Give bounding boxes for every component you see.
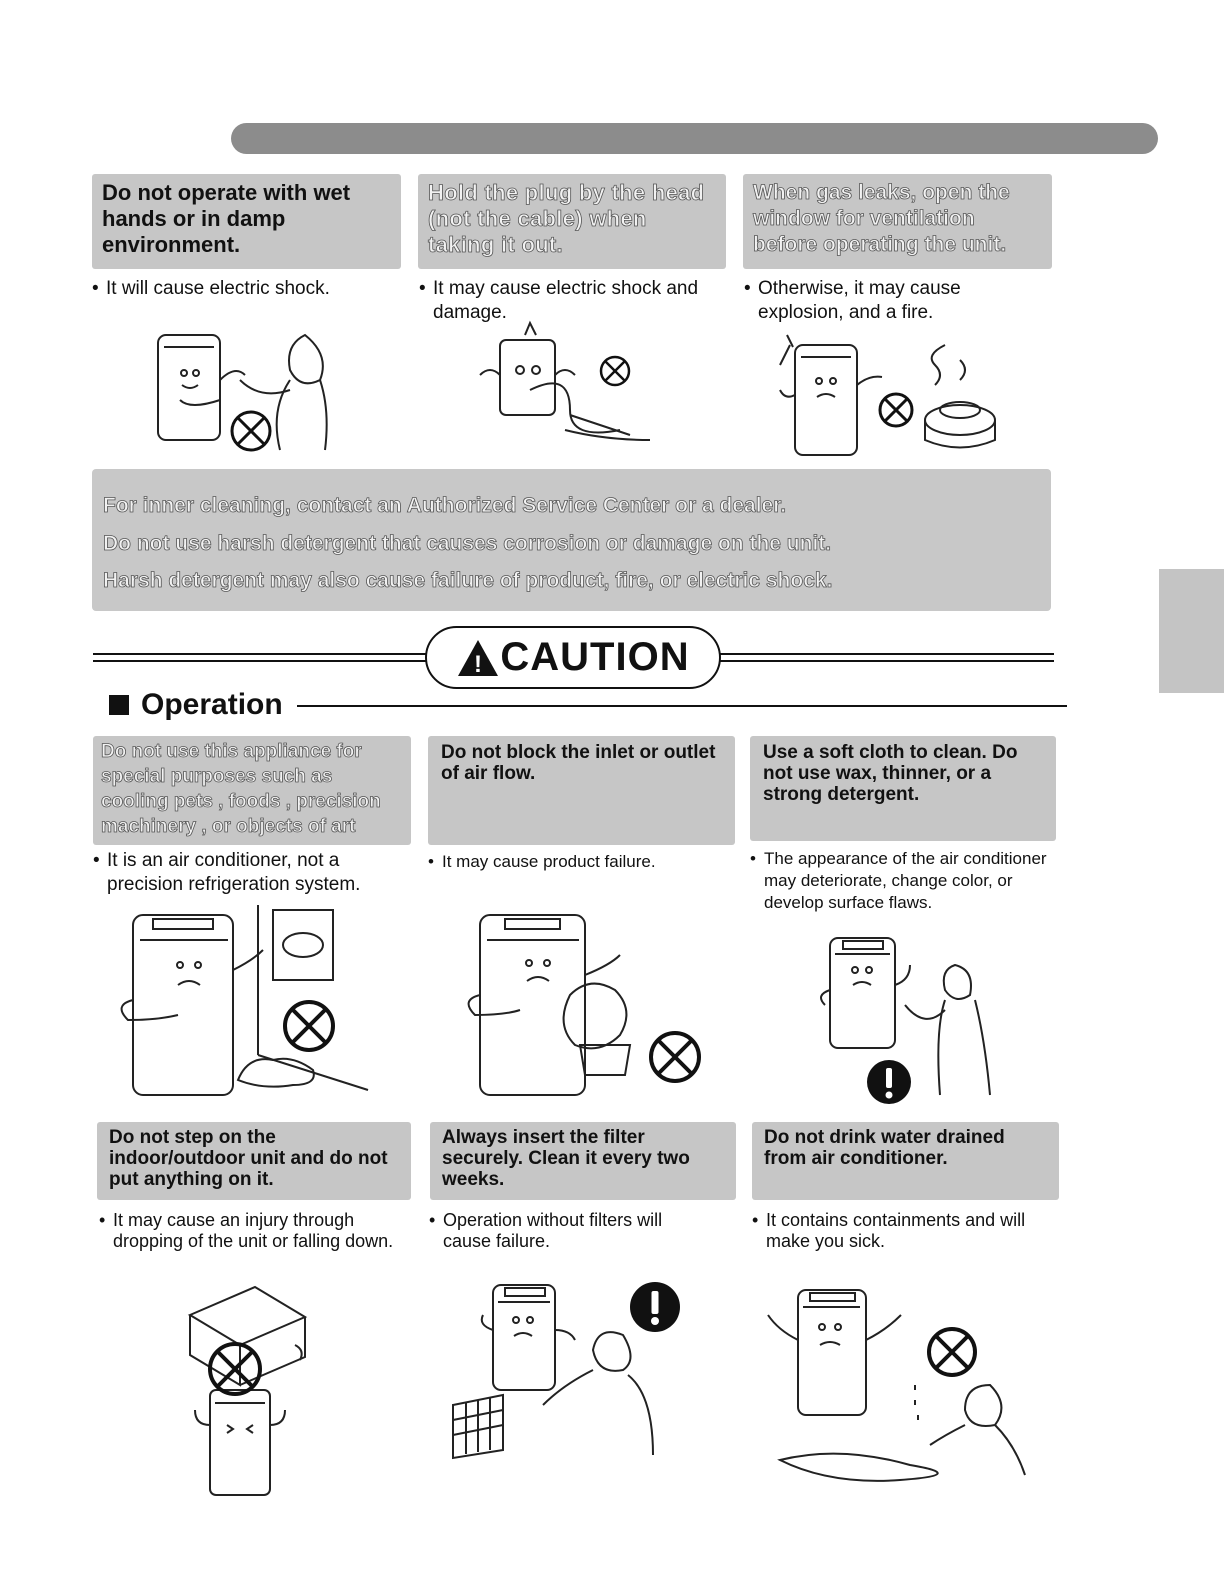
- warning-bullet-2: • It may cause electric shock and damage.: [419, 278, 699, 323]
- caution-label: [425, 626, 721, 689]
- prohibited-icon: [206, 1340, 264, 1398]
- exclamation-icon: [629, 1281, 681, 1333]
- warning-bullet-1: • It will cause electric shock.: [92, 278, 330, 299]
- side-tab: [1159, 569, 1224, 693]
- warning-triangle-icon: [456, 638, 500, 678]
- operation-title-2: Do not block the inlet or outlet of air flow.: [428, 736, 735, 845]
- prohibited-icon: [877, 391, 915, 429]
- operation-title-5: Always insert the filter securely. Clean it every two weeks.: [430, 1122, 736, 1200]
- prohibited-icon: [647, 1029, 703, 1085]
- operation-title-6: Do not drink water drained from air conditioner.: [752, 1122, 1059, 1200]
- warning-title-1: Do not operate with wet hands or in damp environment.: [92, 174, 401, 269]
- prohibited-icon: [281, 998, 337, 1054]
- operation-title-4: Do not step on the indoor/outdoor unit and do not put anything on it.: [97, 1122, 411, 1200]
- caution-rule-left-top: [93, 653, 426, 655]
- warning-triangle-mark: !: [474, 650, 483, 678]
- operation-bullet-3: • The appearance of the air conditioner may deteriorate, change color, or develop surface flaws.: [750, 849, 1047, 912]
- header-bar: [231, 123, 1158, 154]
- cleaning-notice-line-1: For inner cleaning, contact an Authorized Service Center or a dealer.: [103, 494, 787, 517]
- operation-bullet-6: • It contains containments and will make you sick.: [752, 1210, 1026, 1251]
- operation-title-3: Use a soft cloth to clean. Do not use wax, thinner, or a strong detergent.: [750, 736, 1056, 841]
- caution-rule-right-bottom: [720, 660, 1054, 662]
- illustration-plant: [465, 905, 640, 1105]
- cleaning-notice-line-3: Harsh detergent may also cause failure of product, fire, or electric shock.: [103, 569, 833, 592]
- operation-bullet-1: • It is an air conditioner, not a precision refrigeration system.: [93, 850, 361, 895]
- illustration-drain-water: [760, 1285, 1030, 1485]
- prohibited-icon: [598, 354, 632, 388]
- operation-bullet-2: • It may cause product failure.: [428, 852, 656, 871]
- section-square-icon: [109, 695, 129, 715]
- warning-bullet-3: • Otherwise, it may cause explosion, and a fire.: [744, 278, 961, 323]
- caution-rule-right-top: [720, 653, 1054, 655]
- exclamation-icon: [866, 1059, 912, 1105]
- cleaning-notice-line-2: Do not use harsh detergent that causes corrosion or damage on the unit.: [103, 531, 832, 555]
- prohibited-icon: [229, 409, 273, 453]
- cleaning-notice: [92, 469, 1051, 611]
- operation-bullet-4: • It may cause an injury through dropping of the unit or falling down.: [99, 1210, 394, 1251]
- prohibited-icon: [925, 1325, 979, 1379]
- operation-bullet-5: • Operation without filters will cause failure.: [429, 1210, 663, 1251]
- section-title-text: Operation: [141, 688, 283, 721]
- warning-title-3: When gas leaks, open the window for ventilation before operating the unit.: [743, 174, 1052, 269]
- warning-title-2: Hold the plug by the head (not the cable) when taking it out.: [418, 174, 726, 269]
- caution-rule-left-bottom: [93, 660, 426, 662]
- caution-word: CAUTION: [500, 635, 690, 679]
- section-rule: [297, 705, 1067, 707]
- operation-title-1: Do not use this appliance for special purposes such as cooling pets , foods , precision machinery , or objects of art: [93, 736, 411, 845]
- section-title: [109, 688, 283, 722]
